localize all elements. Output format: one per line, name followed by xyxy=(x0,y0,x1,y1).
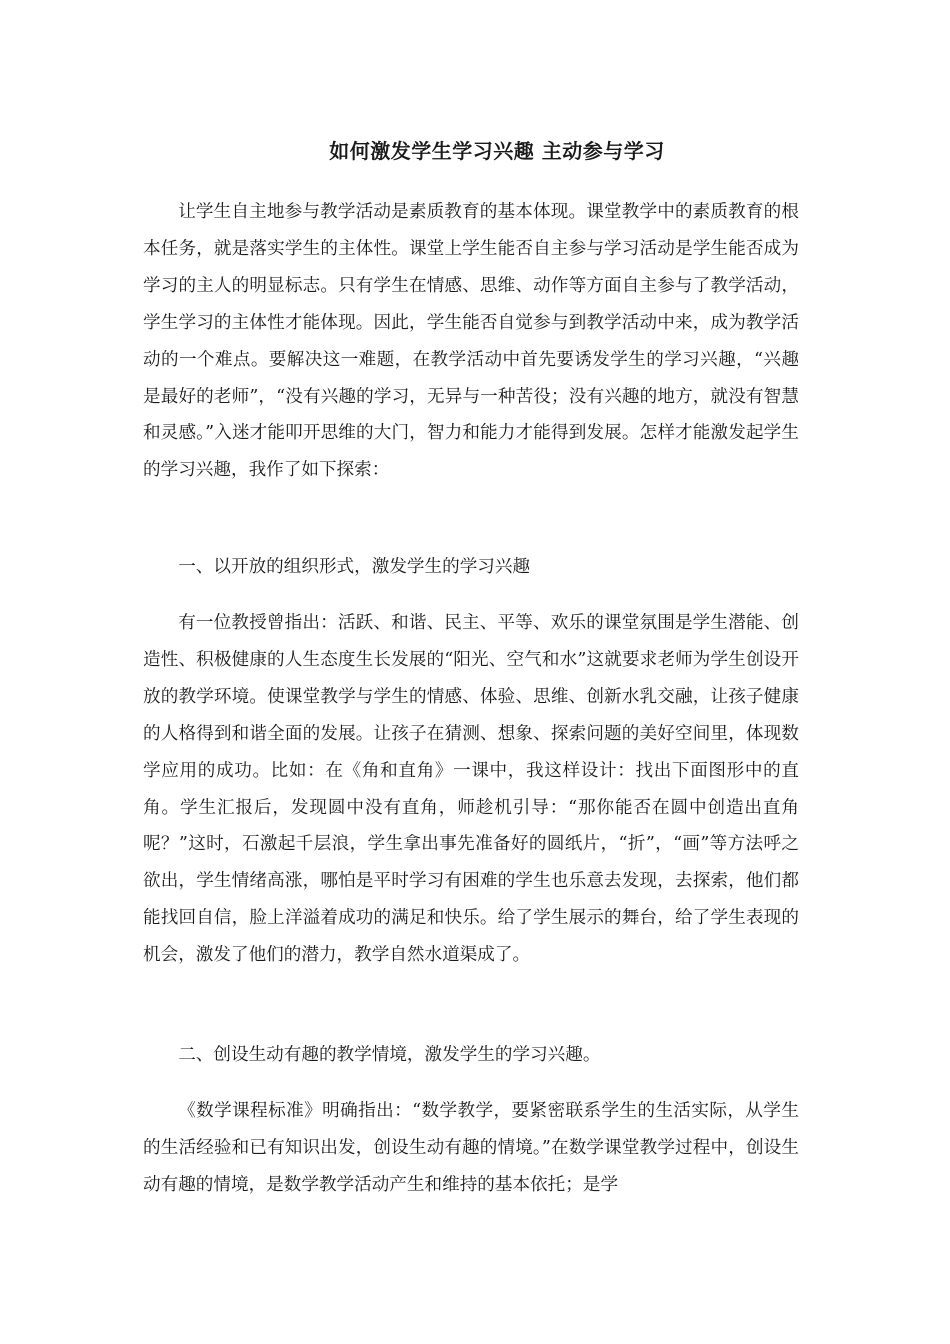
section-heading-1: 一、以开放的组织形式，激发学生的学习兴趣 xyxy=(178,557,531,577)
paragraph-intro: 让学生自主地参与教学活动是素质教育的基本体现。课堂教学中的素质教育的根本任务，就是落实学生的主体性。课堂上学生能否自主参与学习活动是学生能否成为学习的主人的明显标志。只有学生在情感、思维、动作等方面自主参与了教学活动，学生学习的主体性才能体现。因此，学生能否自觉参与到教学活动中来，成为教学活动的一个难点。要解决这一难题，在教学活动中首先要诱发学生的学习兴趣，“兴趣是最好的老师”，“没有兴趣的学习，无异与一种苦役；没有兴趣的地方，就没有智慧和灵感。”入迷才能叩开思维的大门，智力和能力才能得到发展。怎样才能激发起学生的学习兴趣，我作了如下探索： xyxy=(143,202,799,481)
document-title: 如何激发学生学习兴趣 主动参与学习 xyxy=(329,139,665,163)
section-heading-2: 二、创设生动有趣的教学情境，激发学生的学习兴趣。 xyxy=(178,1045,601,1065)
paragraph-section-2: 《数学课程标准》明确指出：“数学教学，要紧密联系学生的生活实际，从学生的生活经验和已有知识出发，创设生动有趣的情境。”在数学课堂教学过程中，创设生动有趣的情境，是数学教学活动产生和维持的基本依托；是学 xyxy=(143,1101,799,1195)
paragraph-section-1: 有一位教授曾指出：活跃、和谐、民主、平等、欢乐的课堂氛围是学生潜能、创造性、积极健康的人生态度生长发展的“阳光、空气和水”这就要求老师为学生创设开放的教学环境。使课堂教学与学生的情感、体验、思维、创新水乳交融，让孩子健康的人格得到和谐全面的发展。让孩子在猜测、想象、探索问题的美好空间里，体现数学应用的成功。比如：在《角和直角》一课中，我这样设计：找出下面图形中的直角。学生汇报后，发现圆中没有直角，师趁机引导：“那你能否在圆中创造出直角呢？”这时，石激起千层浪，学生拿出事先准备好的圆纸片，“折”，“画”等方法呼之欲出，学生情绪高涨，哪怕是平时学习有困难的学生也乐意去发现，去探索，他们都能找回自信，脸上洋溢着成功的满足和快乐。给了学生展示的舞台，给了学生表现的机会，激发了他们的潜力，教学自然水道渠成了。 xyxy=(143,613,799,966)
